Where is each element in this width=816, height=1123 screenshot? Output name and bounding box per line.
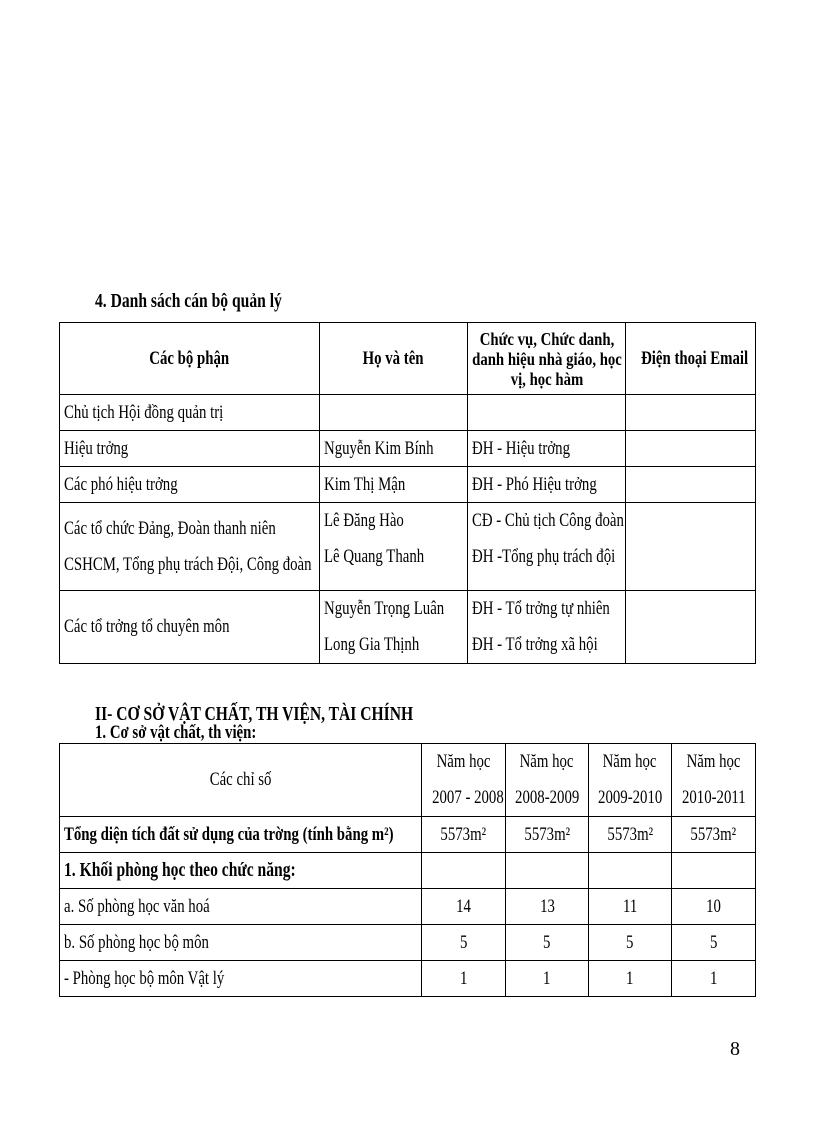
contact-cell	[626, 503, 756, 591]
header-title: Chức vụ, Chức danh, danh hiệu nhà giáo, học vị, học hàm	[468, 323, 626, 395]
value-cell: 5573m²	[672, 817, 756, 853]
dept-cell: Các phó hiệu trởng	[60, 467, 320, 503]
section-4-title: 4. Danh sách cán bộ quản lý	[95, 290, 282, 312]
empty-cell	[589, 853, 672, 889]
value-cell: 5	[589, 925, 672, 961]
name-cell: Nguyễn Kim Bính	[320, 431, 468, 467]
name-cell	[320, 395, 468, 431]
value-cell: 11	[589, 889, 672, 925]
name-cell: Lê Đăng Hào Lê Quang Thanh	[320, 503, 468, 591]
value-cell: 1	[672, 961, 756, 997]
value-cell: 5573m²	[589, 817, 672, 853]
title-cell: ĐH - Tổ trởng tự nhiên ĐH - Tổ trởng xã hội	[468, 591, 626, 664]
contact-cell	[626, 467, 756, 503]
title-cell: CĐ - Chủ tịch Công đoàn ĐH -Tổng phụ trách đội	[468, 503, 626, 591]
dept-cell: Hiệu trởng	[60, 431, 320, 467]
contact-cell	[626, 591, 756, 664]
header-dept: Các bộ phận	[60, 323, 320, 395]
header-year: Năm học 2010-2011	[672, 744, 756, 817]
empty-cell	[506, 853, 589, 889]
page-number: 8	[730, 1038, 740, 1060]
value-cell: 14	[422, 889, 506, 925]
value-cell: 5573m²	[506, 817, 589, 853]
contact-cell	[626, 431, 756, 467]
managers-table	[59, 322, 756, 664]
value-cell: 13	[506, 889, 589, 925]
table-row	[60, 467, 756, 503]
facilities-header-row	[60, 744, 756, 817]
label-cell: - Phòng học bộ môn Vật lý	[60, 961, 422, 997]
value-cell: 1	[506, 961, 589, 997]
name-cell: Nguyễn Trọng Luân Long Gia Thịnh	[320, 591, 468, 664]
facilities-table	[59, 743, 756, 997]
value-cell: 5	[672, 925, 756, 961]
table-row	[60, 889, 756, 925]
table-row	[60, 503, 756, 591]
value-cell: 10	[672, 889, 756, 925]
section-2-title: II- CƠ SỞ VẬT CHẤT, TH VIỆN, TÀI CHÍNH	[95, 703, 414, 725]
contact-cell	[626, 395, 756, 431]
header-year: Năm học 2009-2010	[589, 744, 672, 817]
table-row	[60, 925, 756, 961]
section-2-subtitle: 1. Cơ sở vật chất, th viện:	[95, 722, 257, 743]
managers-header-row	[60, 323, 756, 395]
dept-cell: Các tổ chức Đảng, Đoàn thanh niên CSHCM, Tổng phụ trách Đội, Công đoàn	[60, 503, 320, 591]
header-year: Năm học 2007 - 2008	[422, 744, 506, 817]
area-label-cell: Tổng diện tích đất sử dụng của trờng (tính bằng m²)	[60, 817, 422, 853]
value-cell: 1	[589, 961, 672, 997]
table-row	[60, 395, 756, 431]
value-cell: 5	[422, 925, 506, 961]
label-cell: b. Số phòng học bộ môn	[60, 925, 422, 961]
label-cell: a. Số phòng học văn hoá	[60, 889, 422, 925]
table-row	[60, 591, 756, 664]
header-year: Năm học 2008-2009	[506, 744, 589, 817]
header-name: Họ và tên	[320, 323, 468, 395]
value-cell: 5	[506, 925, 589, 961]
group-label-cell: 1. Khối phòng học theo chức năng:	[60, 853, 422, 889]
header-contact: Điện thoại Email	[626, 323, 756, 395]
dept-cell: Các tổ trởng tổ chuyên môn	[60, 591, 320, 664]
table-row	[60, 431, 756, 467]
dept-cell: Chủ tịch Hội đồng quản trị	[60, 395, 320, 431]
table-row	[60, 853, 756, 889]
name-cell: Kim Thị Mận	[320, 467, 468, 503]
empty-cell	[422, 853, 506, 889]
title-cell: ĐH - Phó Hiệu trởng	[468, 467, 626, 503]
value-cell: 5573m²	[422, 817, 506, 853]
header-indicators: Các chỉ số	[60, 744, 422, 817]
table-row	[60, 817, 756, 853]
title-cell: ĐH - Hiệu trởng	[468, 431, 626, 467]
title-cell	[468, 395, 626, 431]
table-row	[60, 961, 756, 997]
empty-cell	[672, 853, 756, 889]
value-cell: 1	[422, 961, 506, 997]
